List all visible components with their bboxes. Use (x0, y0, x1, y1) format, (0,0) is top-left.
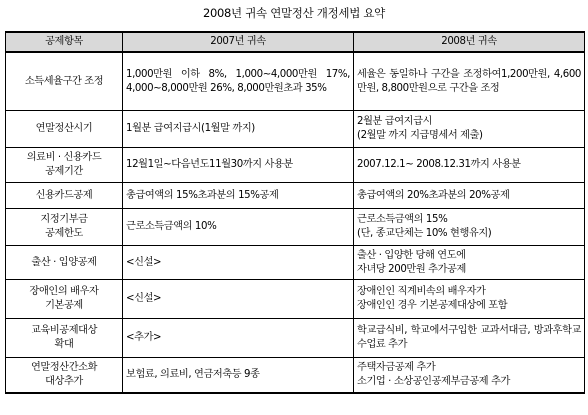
old-text: 1,000만원 이하 8%, 1,000~4,000만원 17%, 4,000~8,000만원 26%, 8,000만원초과 35% (126, 68, 350, 94)
new-text: 세율은 동일하나 구간을 조정하여1,200만원, 4,600만원, 8,800만원으로 구간을 조정 (357, 68, 581, 94)
table-row (6, 183, 585, 209)
table-row (6, 52, 585, 111)
old-text: 총급여액의 15%초과분의 15%공제 (126, 189, 279, 201)
new-cell (354, 319, 585, 358)
table-row (6, 148, 585, 183)
old-cell (123, 246, 354, 280)
new-cell (354, 148, 585, 183)
new-text: 총급여액의 20%초과분의 20%공제 (357, 189, 510, 201)
new-text: 장애인인 경우 기본공제대상에 포함 (357, 300, 508, 311)
new-text: 장애인인 직계비속의 배우자가 (357, 286, 486, 297)
old-text: 1월분 급여지급시(1월말 까지) (126, 123, 255, 134)
new-text: 소기업 · 소상공인공제부금공제 추가 (357, 376, 510, 387)
item-label: 대상추가 (45, 376, 83, 387)
item-label: 공제기간 (45, 166, 83, 177)
item-cell (6, 358, 123, 394)
new-text: 2007.12.1~ 2008.12.31까지 사용분 (357, 159, 521, 170)
old-text: <추가> (126, 332, 162, 343)
old-text: 12월1일~다음년도11월30까지 사용분 (126, 159, 293, 170)
old-cell (123, 183, 354, 209)
item-label: 공제한도 (45, 228, 83, 239)
new-text: 자녀당 200만원 추가공제 (357, 263, 466, 275)
new-cell (354, 183, 585, 209)
table-row (6, 111, 585, 148)
new-cell (354, 358, 585, 394)
old-text: <신설> (126, 256, 162, 268)
table-row (6, 280, 585, 319)
item-label: 의료비 · 신용카드 (26, 152, 102, 163)
item-label: 소득세율구간 조정 (24, 75, 104, 87)
old-cell (123, 280, 354, 319)
old-text: 근로소득금액의 10% (126, 221, 217, 232)
new-text: 2월분 급여지급시 (357, 116, 433, 127)
item-label: 기본공제 (45, 300, 83, 311)
old-cell (123, 52, 354, 111)
item-cell (6, 246, 123, 280)
item-label: 지정기부금 (40, 214, 88, 225)
table-row (6, 246, 585, 280)
item-cell (6, 111, 123, 148)
item-cell (6, 280, 123, 319)
item-label: 교육비공제대상 (30, 325, 98, 336)
new-cell (354, 209, 585, 246)
item-label: 확대 (54, 339, 74, 350)
item-label: 연말정산시기 (35, 123, 93, 134)
item-label: 출산 · 입양공제 (31, 256, 97, 268)
new-cell (354, 52, 585, 111)
item-cell (6, 209, 123, 246)
item-label: 장애인의 배우자 (29, 286, 99, 297)
old-text: 보험료, 의료비, 연금저축등 9종 (126, 369, 260, 380)
new-text: 근로소득금액의 15% (357, 214, 448, 225)
table-header-row (6, 32, 585, 52)
table-row (6, 319, 585, 358)
header-2008: 2008년 귀속 (354, 32, 585, 52)
header-item: 공제항목 (6, 32, 123, 52)
old-cell (123, 148, 354, 183)
page-title: 2008년 귀속 연말정산 개정세법 요약 (202, 6, 385, 20)
new-text: 주택자금공제 추가 (357, 362, 436, 373)
new-text: (단, 종교단체는 10% 현행유지) (357, 228, 492, 239)
old-text: <신설> (126, 293, 162, 304)
new-cell (354, 111, 585, 148)
new-cell (354, 280, 585, 319)
tax-revision-table (5, 31, 585, 394)
new-text: 학교급식비, 학교에서구입한 교과서대금, 방과후학교 수업료 추가 (357, 325, 581, 350)
item-cell (6, 183, 123, 209)
item-cell (6, 319, 123, 358)
header-2007: 2007년 귀속 (123, 32, 354, 52)
new-text: (2월말 까지 지급명세서 제출) (357, 130, 483, 141)
table-row (6, 209, 585, 246)
old-cell (123, 111, 354, 148)
new-cell (354, 246, 585, 280)
new-text: 출산 · 입양한 당해 연도에 (357, 249, 466, 261)
table-row (6, 358, 585, 394)
item-label: 연말정산간소화 (30, 362, 98, 373)
item-cell (6, 148, 123, 183)
item-label: 신용카드공제 (35, 189, 93, 201)
old-cell (123, 209, 354, 246)
old-cell (123, 319, 354, 358)
item-cell (6, 52, 123, 111)
old-cell (123, 358, 354, 394)
